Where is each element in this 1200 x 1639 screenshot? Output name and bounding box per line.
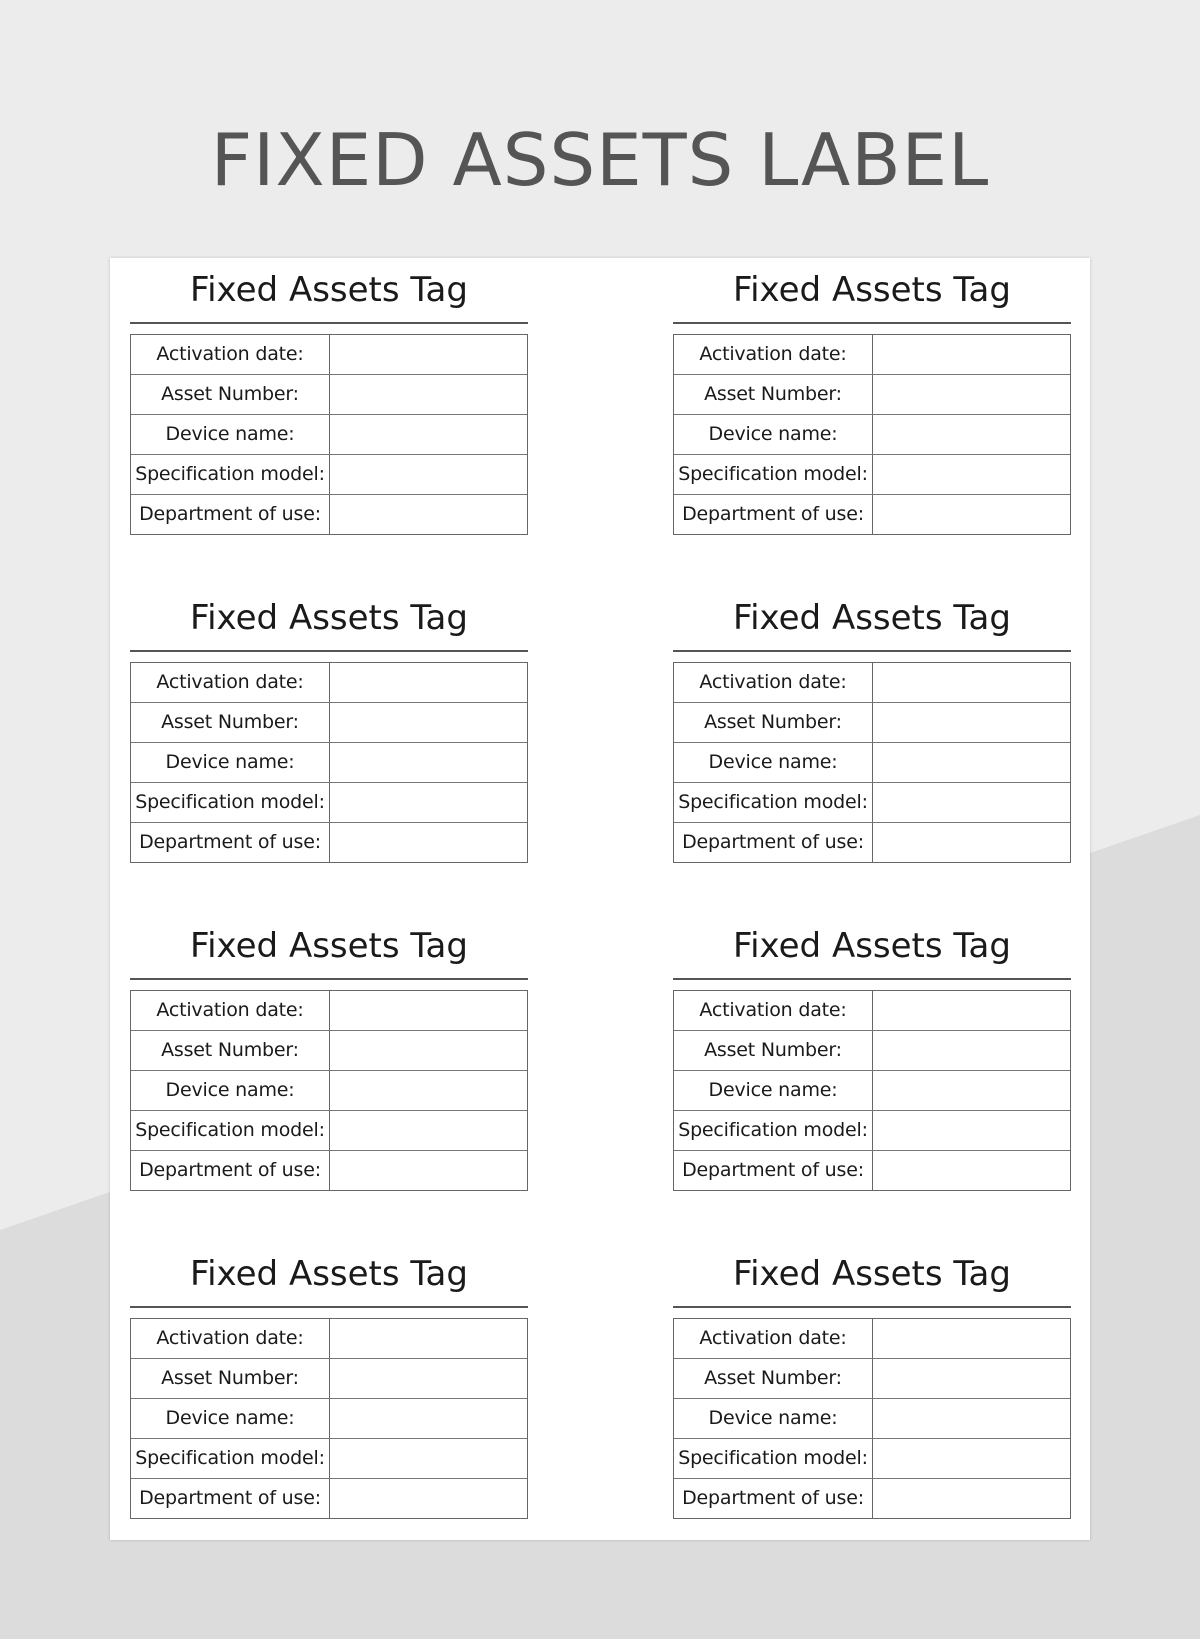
field-label: Department of use:	[674, 1151, 873, 1190]
device-name-field[interactable]	[873, 743, 1070, 782]
asset-tag	[130, 1242, 528, 1519]
activation-date-field[interactable]	[330, 663, 527, 702]
tag-title: Fixed Assets Tag	[130, 914, 528, 980]
activation-date-field[interactable]	[873, 335, 1070, 374]
tag-field-table	[130, 990, 528, 1191]
tag-title: Fixed Assets Tag	[130, 586, 528, 652]
device-name-field[interactable]	[873, 415, 1070, 454]
field-label: Specification model:	[674, 1439, 873, 1478]
field-row-asset-number	[131, 702, 527, 742]
field-row-device-name	[131, 414, 527, 454]
field-row-specification-model	[131, 454, 527, 494]
field-row-specification-model	[674, 1110, 1070, 1150]
field-label: Device name:	[131, 1399, 330, 1438]
field-label: Asset Number:	[674, 703, 873, 742]
specification-model-field[interactable]	[873, 783, 1070, 822]
asset-tag	[673, 258, 1071, 535]
field-row-asset-number	[131, 1030, 527, 1070]
field-label: Asset Number:	[131, 1359, 330, 1398]
field-label: Activation date:	[674, 1319, 873, 1358]
tag-title: Fixed Assets Tag	[673, 914, 1071, 980]
field-label: Asset Number:	[131, 1031, 330, 1070]
device-name-field[interactable]	[330, 415, 527, 454]
asset-number-field[interactable]	[873, 1359, 1070, 1398]
asset-number-field[interactable]	[330, 1359, 527, 1398]
field-label: Department of use:	[674, 823, 873, 862]
activation-date-field[interactable]	[873, 1319, 1070, 1358]
field-label: Activation date:	[674, 991, 873, 1030]
tag-title: Fixed Assets Tag	[673, 586, 1071, 652]
field-row-device-name	[674, 1070, 1070, 1110]
field-label: Specification model:	[131, 783, 330, 822]
field-label: Activation date:	[131, 335, 330, 374]
field-label: Device name:	[674, 1399, 873, 1438]
tag-field-table	[673, 1318, 1071, 1519]
field-row-department-of-use	[131, 822, 527, 862]
field-row-specification-model	[131, 1438, 527, 1478]
device-name-field[interactable]	[873, 1071, 1070, 1110]
field-row-department-of-use	[674, 1150, 1070, 1190]
field-label: Device name:	[674, 415, 873, 454]
field-row-specification-model	[674, 1438, 1070, 1478]
page-title: FIXED ASSETS LABEL	[210, 118, 990, 202]
field-label: Asset Number:	[131, 375, 330, 414]
department-of-use-field[interactable]	[873, 495, 1070, 534]
device-name-field[interactable]	[330, 1399, 527, 1438]
specification-model-field[interactable]	[873, 1439, 1070, 1478]
tag-title: Fixed Assets Tag	[130, 1242, 528, 1308]
asset-number-field[interactable]	[330, 375, 527, 414]
field-row-device-name	[131, 1070, 527, 1110]
field-label: Department of use:	[131, 495, 330, 534]
field-row-activation-date	[131, 991, 527, 1030]
field-row-specification-model	[674, 454, 1070, 494]
activation-date-field[interactable]	[873, 991, 1070, 1030]
field-row-specification-model	[131, 1110, 527, 1150]
department-of-use-field[interactable]	[330, 495, 527, 534]
field-label: Specification model:	[131, 1439, 330, 1478]
asset-tag	[673, 1242, 1071, 1519]
specification-model-field[interactable]	[873, 455, 1070, 494]
field-row-asset-number	[674, 374, 1070, 414]
field-label: Specification model:	[674, 1111, 873, 1150]
field-label: Activation date:	[131, 1319, 330, 1358]
asset-tag	[130, 258, 528, 535]
specification-model-field[interactable]	[873, 1111, 1070, 1150]
field-label: Device name:	[131, 743, 330, 782]
field-row-device-name	[131, 742, 527, 782]
asset-number-field[interactable]	[873, 703, 1070, 742]
tag-field-table	[130, 662, 528, 863]
field-row-asset-number	[674, 1358, 1070, 1398]
field-row-department-of-use	[131, 494, 527, 534]
tag-title: Fixed Assets Tag	[673, 1242, 1071, 1308]
field-label: Asset Number:	[674, 375, 873, 414]
device-name-field[interactable]	[873, 1399, 1070, 1438]
asset-tag	[673, 914, 1071, 1191]
field-label: Department of use:	[131, 1151, 330, 1190]
tag-field-table	[673, 334, 1071, 535]
field-row-asset-number	[674, 1030, 1070, 1070]
asset-tag	[130, 586, 528, 863]
field-row-department-of-use	[131, 1478, 527, 1518]
department-of-use-field[interactable]	[873, 1479, 1070, 1518]
field-label: Department of use:	[131, 823, 330, 862]
tag-title: Fixed Assets Tag	[130, 258, 528, 324]
asset-number-field[interactable]	[873, 1031, 1070, 1070]
field-label: Device name:	[674, 743, 873, 782]
field-label: Asset Number:	[131, 703, 330, 742]
field-row-specification-model	[674, 782, 1070, 822]
department-of-use-field[interactable]	[330, 1479, 527, 1518]
specification-model-field[interactable]	[330, 455, 527, 494]
field-label: Asset Number:	[674, 1359, 873, 1398]
label-sheet	[110, 258, 1090, 1540]
field-label: Department of use:	[674, 1479, 873, 1518]
field-label: Device name:	[131, 415, 330, 454]
field-label: Activation date:	[131, 663, 330, 702]
field-label: Specification model:	[674, 783, 873, 822]
field-row-activation-date	[674, 663, 1070, 702]
asset-number-field[interactable]	[873, 375, 1070, 414]
asset-number-field[interactable]	[330, 703, 527, 742]
activation-date-field[interactable]	[330, 991, 527, 1030]
field-row-device-name	[674, 1398, 1070, 1438]
field-label: Specification model:	[131, 1111, 330, 1150]
field-row-activation-date	[131, 335, 527, 374]
field-label: Asset Number:	[674, 1031, 873, 1070]
activation-date-field[interactable]	[873, 663, 1070, 702]
tag-field-table	[673, 662, 1071, 863]
field-label: Department of use:	[131, 1479, 330, 1518]
specification-model-field[interactable]	[330, 1111, 527, 1150]
activation-date-field[interactable]	[330, 1319, 527, 1358]
field-row-device-name	[674, 414, 1070, 454]
field-row-activation-date	[131, 663, 527, 702]
field-row-device-name	[674, 742, 1070, 782]
field-row-asset-number	[131, 374, 527, 414]
department-of-use-field[interactable]	[873, 1151, 1070, 1190]
field-row-activation-date	[674, 991, 1070, 1030]
field-label: Device name:	[131, 1071, 330, 1110]
field-row-department-of-use	[674, 494, 1070, 534]
field-row-department-of-use	[674, 1478, 1070, 1518]
asset-tag	[130, 914, 528, 1191]
activation-date-field[interactable]	[330, 335, 527, 374]
asset-tag	[673, 586, 1071, 863]
field-row-specification-model	[131, 782, 527, 822]
tag-field-table	[130, 334, 528, 535]
device-name-field[interactable]	[330, 1071, 527, 1110]
tag-field-table	[673, 990, 1071, 1191]
field-row-asset-number	[674, 702, 1070, 742]
tag-field-table	[130, 1318, 528, 1519]
field-row-department-of-use	[131, 1150, 527, 1190]
device-name-field[interactable]	[330, 743, 527, 782]
tag-title: Fixed Assets Tag	[673, 258, 1071, 324]
field-label: Specification model:	[674, 455, 873, 494]
field-row-activation-date	[674, 335, 1070, 374]
field-row-activation-date	[674, 1319, 1070, 1358]
field-label: Department of use:	[674, 495, 873, 534]
field-label: Activation date:	[674, 335, 873, 374]
department-of-use-field[interactable]	[330, 1151, 527, 1190]
field-label: Activation date:	[674, 663, 873, 702]
department-of-use-field[interactable]	[330, 823, 527, 862]
specification-model-field[interactable]	[330, 1439, 527, 1478]
specification-model-field[interactable]	[330, 783, 527, 822]
field-row-device-name	[131, 1398, 527, 1438]
field-row-department-of-use	[674, 822, 1070, 862]
field-row-asset-number	[131, 1358, 527, 1398]
field-label: Activation date:	[131, 991, 330, 1030]
field-label: Specification model:	[131, 455, 330, 494]
field-label: Device name:	[674, 1071, 873, 1110]
department-of-use-field[interactable]	[873, 823, 1070, 862]
field-row-activation-date	[131, 1319, 527, 1358]
asset-number-field[interactable]	[330, 1031, 527, 1070]
